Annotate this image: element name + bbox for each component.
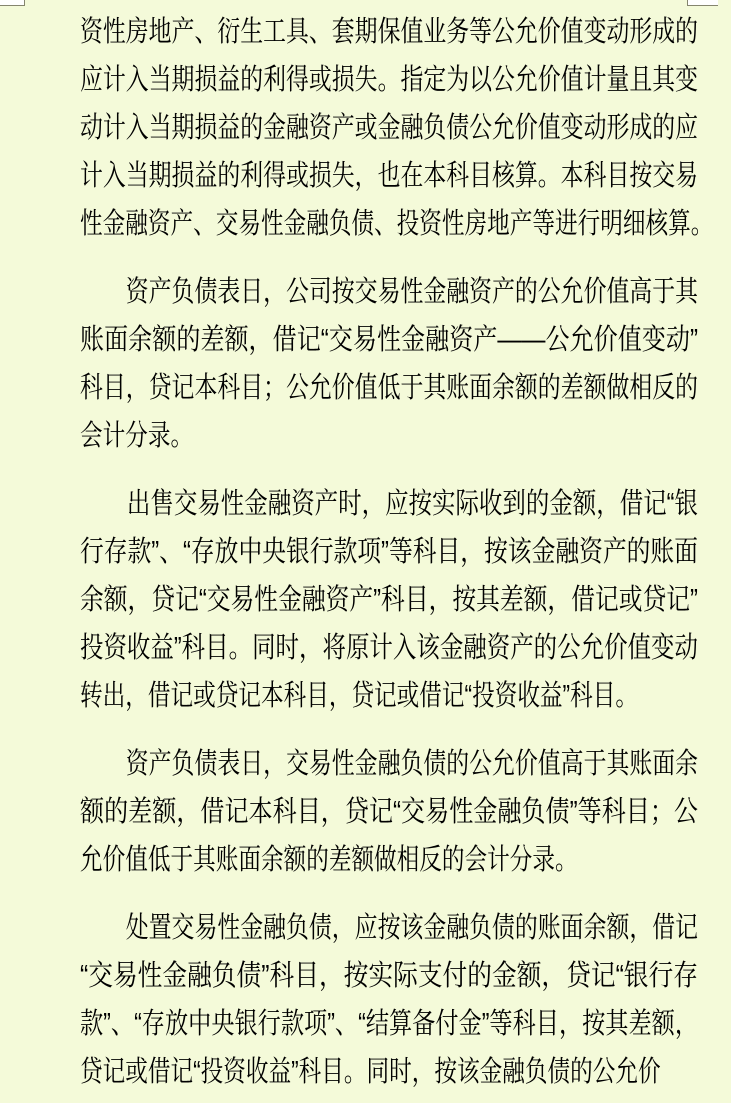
text-line[interactable] xyxy=(80,104,720,152)
text-line-content: 资产负债表日，交易性金融负债的公允价值高于其账面余 xyxy=(125,748,699,780)
cutoff-ruler-fragment-left xyxy=(0,0,25,6)
document-text-area[interactable] xyxy=(80,8,720,1096)
paragraph xyxy=(80,8,720,248)
text-line-content: 性金融资产、交易性金融负债、投资性房地产等进行明细核算。 xyxy=(80,208,714,240)
paragraph xyxy=(80,904,720,1096)
text-line-content: 资性房地产、衍生工具、套期保值业务等公允价值变动形成的 xyxy=(80,16,699,48)
text-line[interactable] xyxy=(80,528,720,576)
text-line[interactable] xyxy=(80,480,720,528)
text-line[interactable] xyxy=(80,904,720,952)
text-line-content: 处置交易性金融负债，应按该金融负债的账面余额，借记 xyxy=(125,912,699,944)
text-line-content: 投资收益”科目。同时，将原计入该金融资产的公允价值变动 xyxy=(80,632,698,664)
text-line[interactable] xyxy=(80,412,720,460)
text-line[interactable] xyxy=(80,788,720,836)
text-line-content: 应计入当期损益的利得或损失。指定为以公允价值计量且其变 xyxy=(80,64,699,96)
text-line[interactable] xyxy=(80,836,720,884)
text-line-content: 动计入当期损益的金融资产或金融负债公允价值变动形成的应 xyxy=(80,112,699,144)
text-line-content: 账面余额的差额，借记“交易性金融资产——公允价值变动” xyxy=(80,324,699,356)
text-line[interactable] xyxy=(80,56,720,104)
text-line-content: 余额，贷记“交易性金融资产”科目，按其差额，借记或贷记” xyxy=(80,584,698,616)
text-line-content: 允价值低于其账面余额的差额做相反的会计分录。 xyxy=(80,844,578,876)
text-line-content: 资产负债表日，公司按交易性金融资产的公允价值高于其 xyxy=(125,276,699,308)
text-line-content: “交易性金融负债”科目，按实际支付的金额，贷记“银行存 xyxy=(80,960,698,992)
text-line[interactable] xyxy=(80,1048,720,1096)
paragraph xyxy=(80,268,720,460)
text-line[interactable] xyxy=(80,200,720,248)
text-line-content: 款”、“存放中央银行款项”、“结算备付金”等科目，按其差额， xyxy=(80,1008,699,1040)
text-line[interactable] xyxy=(80,740,720,788)
paragraph xyxy=(80,480,720,720)
text-line-content: 额的差额，借记本科目，贷记“交易性金融负债”等科目；公 xyxy=(80,796,699,828)
text-line[interactable] xyxy=(80,152,720,200)
cutoff-ruler-fragment-right xyxy=(687,0,718,6)
text-line[interactable] xyxy=(80,8,720,56)
text-line[interactable] xyxy=(80,576,720,624)
text-line-content: 科目，贷记本科目；公允价值低于其账面余额的差额做相反的 xyxy=(80,372,699,404)
text-line[interactable] xyxy=(80,364,720,412)
text-line-content: 转出，借记或贷记本科目，贷记或借记“投资收益”科目。 xyxy=(80,680,638,712)
text-line[interactable] xyxy=(80,268,720,316)
text-line[interactable] xyxy=(80,624,720,672)
text-line[interactable] xyxy=(80,672,720,720)
text-line-content: 计入当期损益的利得或损失，也在本科目核算。本科目按交易 xyxy=(80,160,699,192)
text-line[interactable] xyxy=(80,316,720,364)
text-line-content: 出售交易性金融资产时，应按实际收到的金额，借记“银 xyxy=(126,488,698,520)
text-line-content: 贷记或借记“投资收益”科目。同时，按该金融负债的公允价 xyxy=(80,1056,661,1088)
text-line-content: 会计分录。 xyxy=(80,420,194,452)
text-line[interactable] xyxy=(80,1000,720,1048)
text-line-content: 行存款”、“存放中央银行款项”等科目，按该金融资产的账面 xyxy=(80,536,698,568)
text-line[interactable] xyxy=(80,952,720,1000)
paragraph xyxy=(80,740,720,884)
